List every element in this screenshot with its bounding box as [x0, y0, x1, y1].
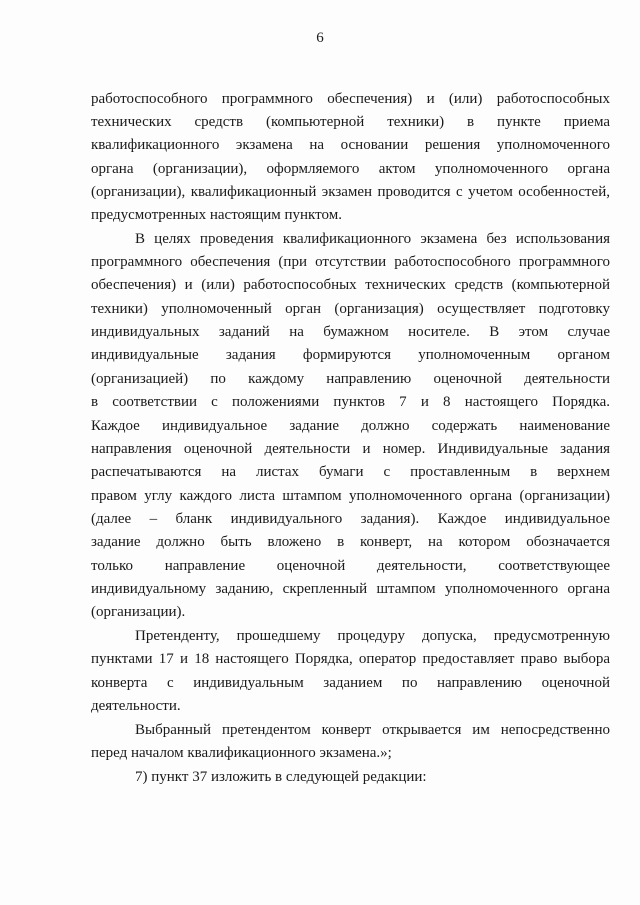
- paragraph-first-line: Выбранный претендентом конверт открывается им непосредственно: [135, 722, 610, 738]
- text-line: (организацией) по каждому направлению оценочной деятельности: [91, 371, 610, 387]
- page-number: 6: [316, 30, 324, 46]
- paragraph-first-line: В целях проведения квалификационного экзамена без использования: [135, 231, 610, 247]
- text-line: задание должно быть вложено в конверт, на котором обозначается: [91, 534, 610, 550]
- text-line: индивидуальному заданию, скрепленный штампом уполномоченного органа: [91, 581, 610, 597]
- text-line: (организации), квалификационный экзамен проводится с учетом особенностей,: [91, 184, 610, 200]
- text-line: техники) уполномоченный орган (организация) осуществляет подготовку: [91, 301, 610, 317]
- text-line: конверта с индивидуальным заданием по направлению оценочной: [91, 675, 610, 691]
- text-line: (далее – бланк индивидуального задания). Каждое индивидуальное: [91, 511, 610, 527]
- text-line: программного обеспечения (при отсутствии работоспособного программного: [91, 254, 610, 270]
- text-line: квалификационного экзамена на основании решения уполномоченного: [91, 137, 610, 153]
- text-line: органа (организации), оформляемого актом уполномоченного органа: [91, 161, 610, 177]
- text-line: индивидуальных заданий на бумажном носителе. В этом случае: [91, 324, 610, 340]
- text-line: пунктами 17 и 18 настоящего Порядка, оператор предоставляет право выбора: [91, 651, 610, 667]
- text-line: обеспечения) и (или) работоспособных технических средств (компьютерной: [91, 277, 610, 293]
- text-line: технических средств (компьютерной техники) в пункте приема: [91, 114, 610, 130]
- text-line: только направление оценочной деятельности, соответствующее: [91, 558, 610, 574]
- text-line: работоспособного программного обеспечения) и (или) работоспособных: [91, 91, 610, 107]
- text-line: Каждое индивидуальное задание должно содержать наименование: [91, 418, 610, 434]
- text-line: предусмотренных настоящим пунктом.: [91, 207, 342, 223]
- paragraph-first-line: Претенденту, прошедшему процедуру допуска, предусмотренную: [135, 628, 610, 644]
- text-line: перед началом квалификационного экзамена.»;: [91, 745, 392, 761]
- text-line: индивидуальные задания формируются уполномоченным органом: [91, 347, 610, 363]
- text-line: в соответствии с положениями пунктов 7 и 8 настоящего Порядка.: [91, 394, 610, 410]
- text-line: деятельности.: [91, 698, 181, 714]
- paragraph-first-line: 7) пункт 37 изложить в следующей редакции:: [135, 769, 427, 785]
- text-line: (организации).: [91, 604, 186, 620]
- text-line: направления оценочной деятельности и номер. Индивидуальные задания: [91, 441, 610, 457]
- text-line: распечатываются на листах бумаги с проставленным в верхнем: [91, 464, 610, 480]
- text-line: правом углу каждого листа штампом уполномоченного органа (организации): [91, 488, 610, 504]
